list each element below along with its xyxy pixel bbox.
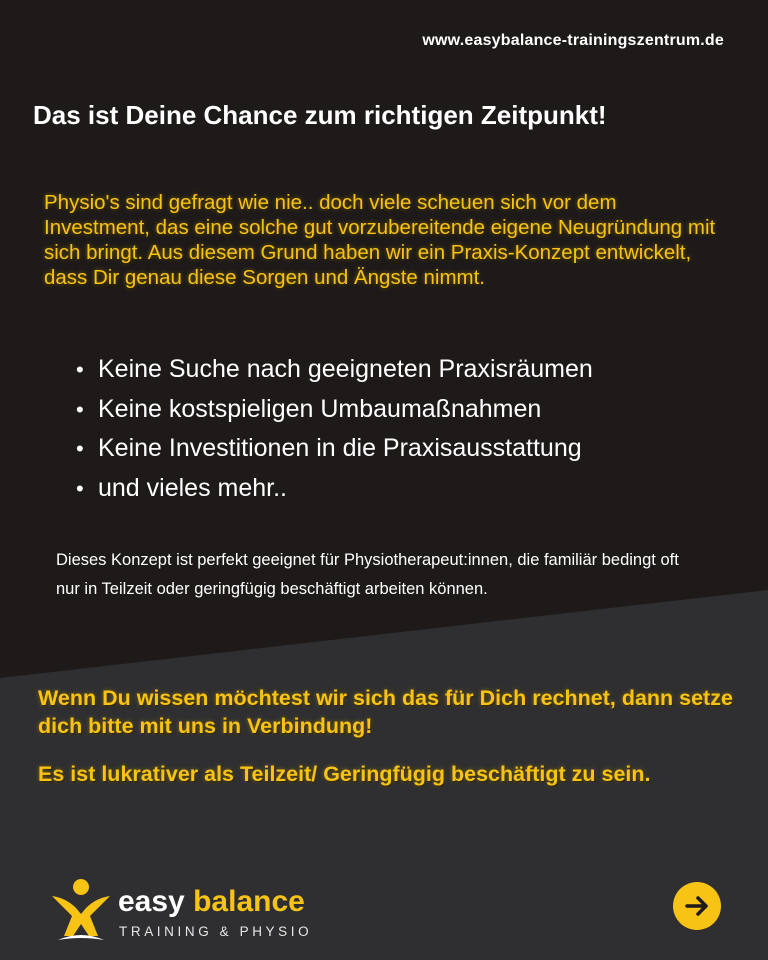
list-item-text: Keine kostspieligen Umbaumaßnahmen (98, 394, 542, 423)
arrow-right-icon (683, 892, 711, 920)
next-button[interactable] (673, 882, 721, 930)
list-item-text: und vieles mehr.. (98, 473, 287, 502)
page-title: Das ist Deine Chance zum richtigen Zeitpunkt! (33, 100, 607, 130)
cta-contact-text: Wenn Du wissen möchtest wir sich das für Dich rechnet, dann setze dich bitte mit uns in Verbindung! (38, 686, 733, 738)
person-figure-icon (48, 874, 114, 944)
list-item (76, 469, 593, 509)
cta-benefit-text: Es ist lukrativer als Teilzeit/ Geringfügig beschäftigt zu sein. (38, 762, 651, 786)
call-to-action (38, 684, 738, 808)
benefits-list (76, 350, 593, 508)
intro-text: Physio's sind gefragt wie nie.. doch viele scheuen sich vor dem Investment, das eine solche gut vorzubereitende eigene Neugründung mit sich bringt. Aus diesem Grund haben wir ein Praxis-Konzept entwickelt, dass Dir genau diese Sorgen und Ängste nimmt. (44, 191, 716, 289)
list-item (76, 429, 593, 469)
list-item-text: Keine Investitionen in die Praxisausstattung (98, 434, 582, 462)
list-item (76, 390, 593, 430)
logo-word-easy: easy (118, 885, 185, 918)
brand-logo (48, 874, 348, 944)
website-url: www.easybalance-trainingszentrum.de (422, 32, 724, 49)
logo-wordmark (118, 884, 305, 920)
bullet-icon: • (76, 436, 84, 461)
bullet-icon: • (76, 396, 84, 422)
concept-text: Dieses Konzept ist perfekt geeignet für Physiotherapeut:innen, die familiär bedingt oft nur in Teilzeit oder geringfügig beschäftigt arbeiten können. (56, 551, 679, 598)
bullet-icon: • (76, 357, 84, 382)
logo-tagline: TRAINING & PHYSIO (119, 924, 313, 939)
bullet-icon: • (76, 475, 84, 501)
list-item-text: Keine Suche nach geeigneten Praxisräumen (98, 355, 593, 383)
logo-word-balance: balance (193, 885, 305, 918)
list-item (76, 350, 593, 390)
